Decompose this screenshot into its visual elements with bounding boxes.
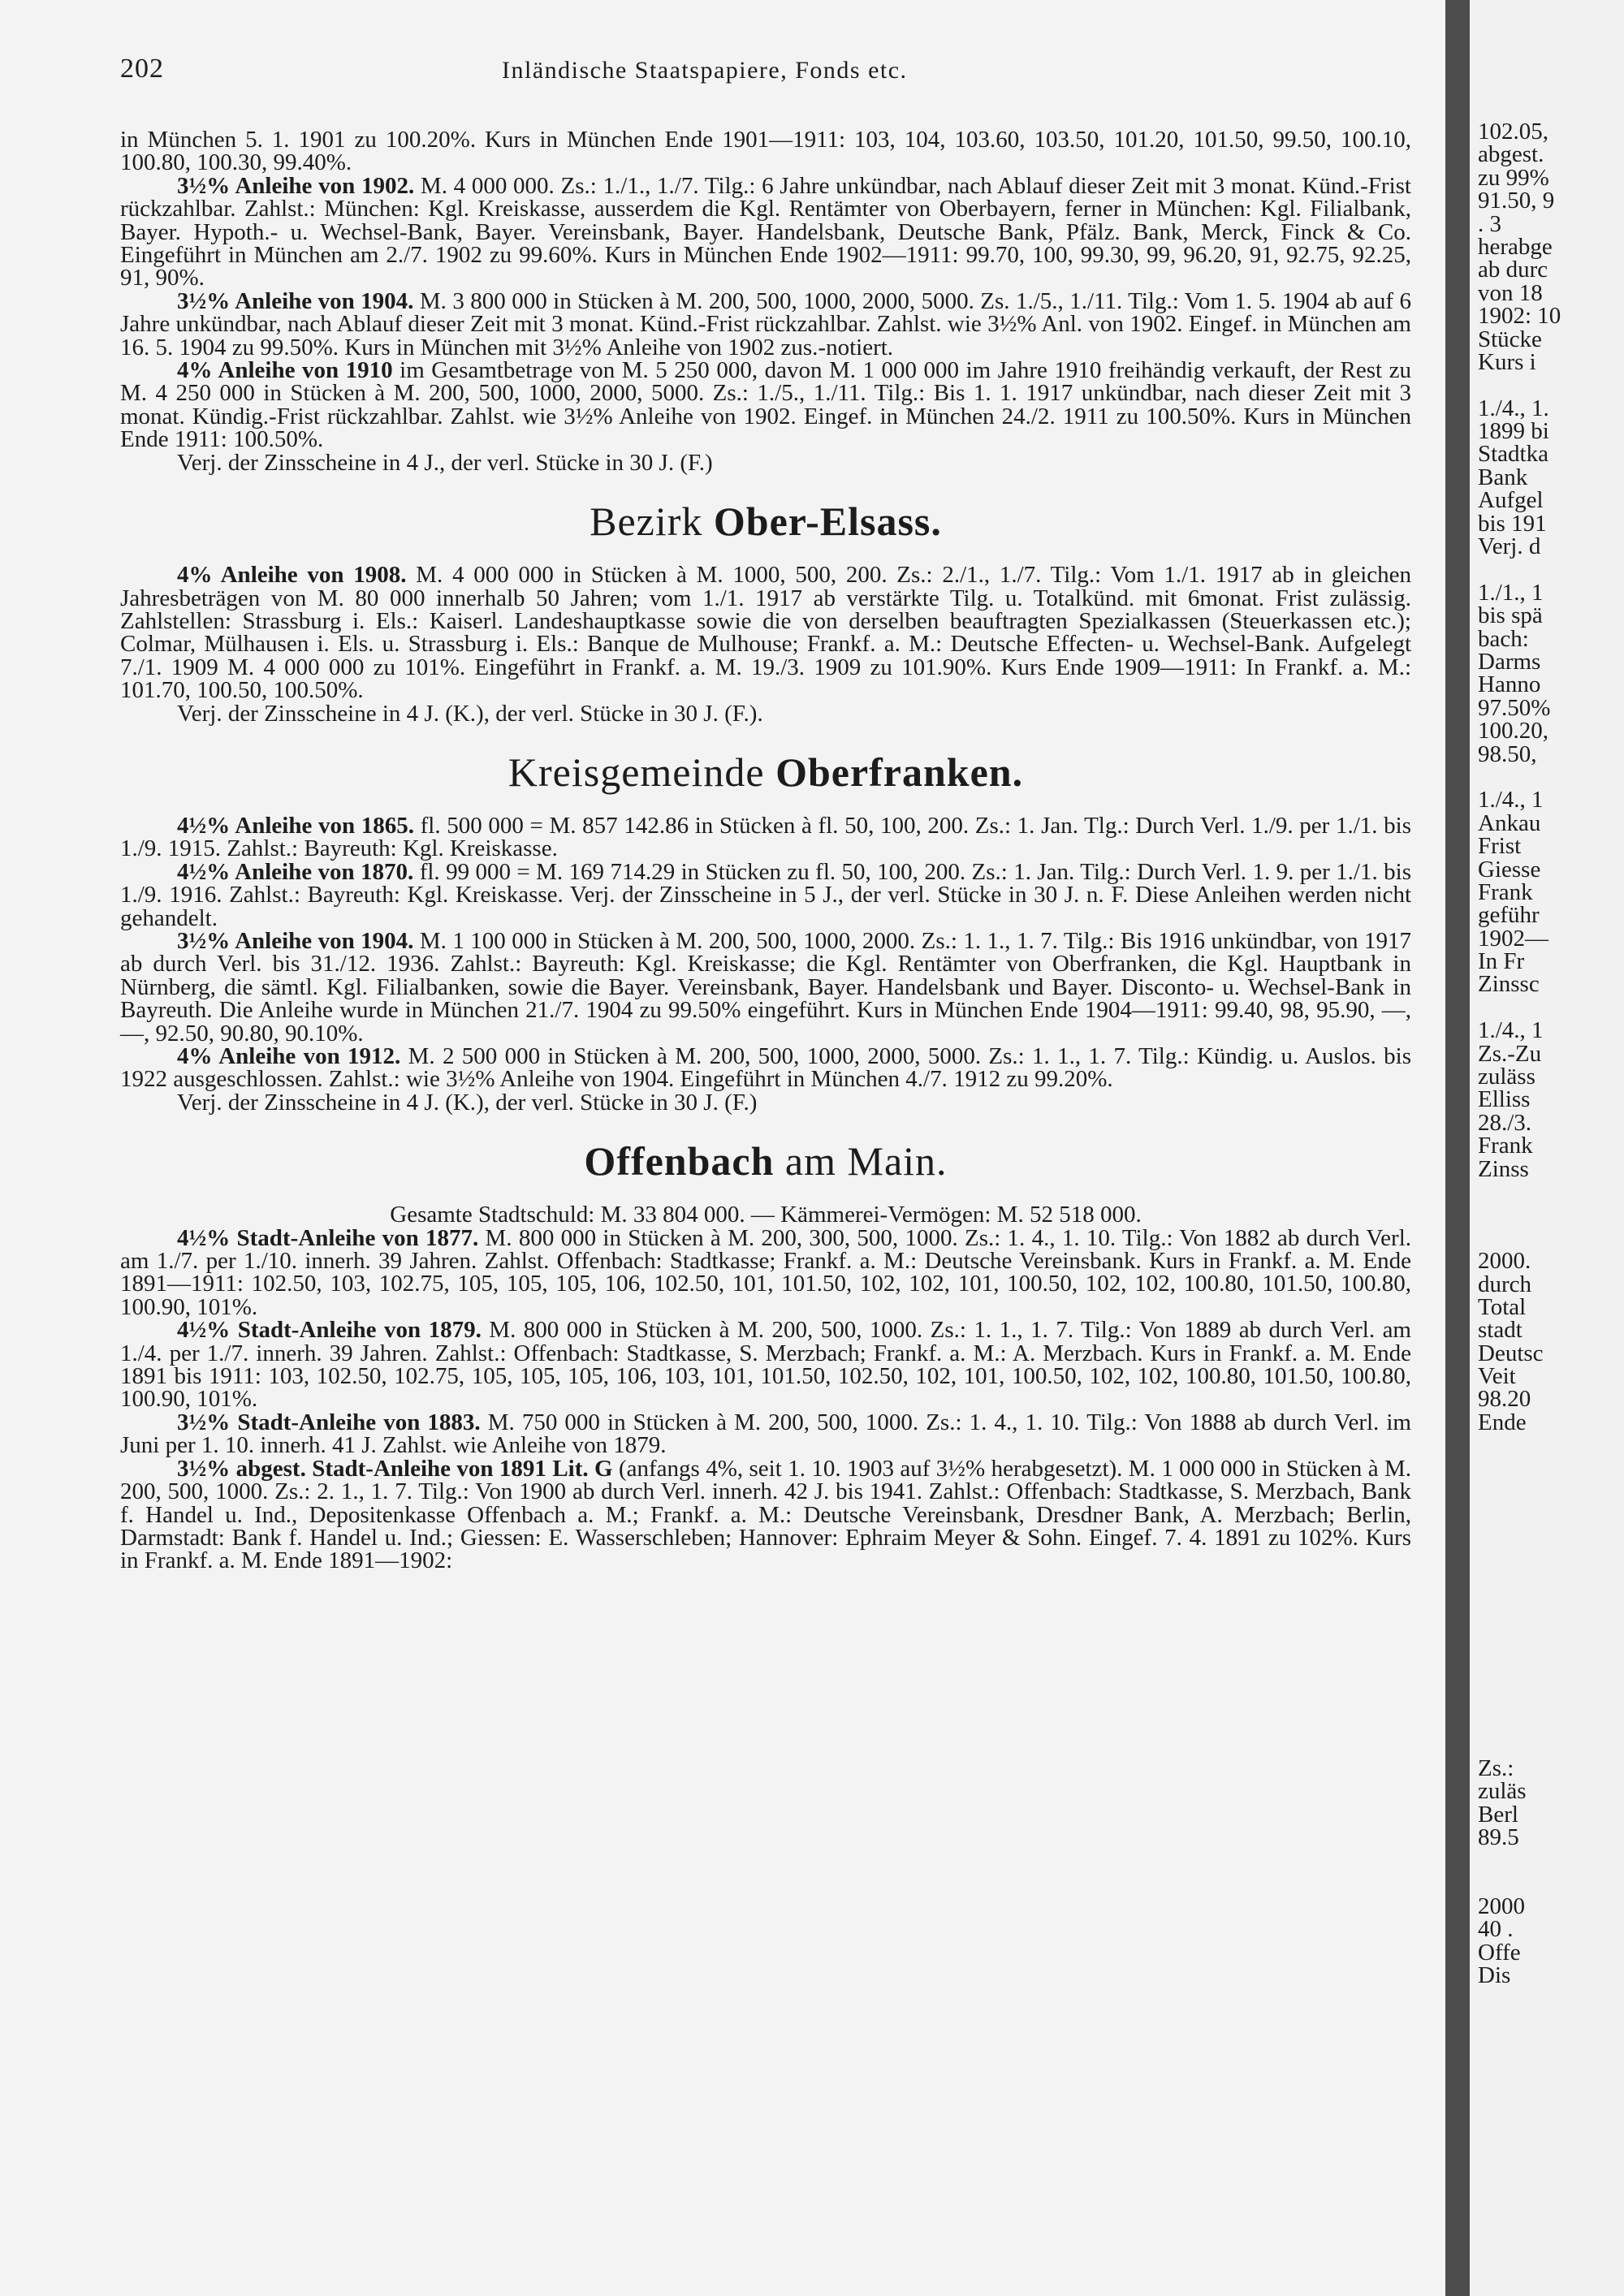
paragraph-text: M. 3 800 000 in Stücken à M. 200, 500, 1000, 2000, 5000. Zs. 1./5., 1./11. Tilg.: Vom 1. 5. 1904 ab auf 6 Jahre unkündbar, nach Ablauf dieser Zeit mit 3 monat. Künd.-Frist rückzahlbar. Zahlst. wie 3½% Anl. von 1902. Eingef. in München am 16. 5. 1904 zu 99.50%. Kurs in München mit 3½% Anleihe von 1902 zus.-notiert. (120, 287, 1411, 360)
paragraph-text: in München 5. 1. 1901 zu 100.20%. Kurs in München Ende 1901—1911: 103, 104, 103.60, 103.50, 101.20, 101.50, 99.50, 100.10, 100.80, 100.30, 99.40%. (120, 127, 1411, 176)
paragraph (120, 172, 1411, 291)
right-page-line: 98.20 (1478, 1386, 1531, 1413)
right-page-line (1478, 1642, 1624, 1664)
right-page-line: Zs.-Zu (1478, 1040, 1542, 1067)
right-page-line: Stadtka (1478, 441, 1548, 468)
right-page-line (1478, 766, 1624, 788)
right-page-line: Hanno (1478, 671, 1541, 698)
heading-part: Oberfranken. (775, 749, 1024, 795)
debt-summary: Gesamte Stadtschuld: M. 33 804 000. — Kämmerei-Vermögen: M. 52 518 000. (390, 1202, 1142, 1228)
right-page-line: Frank (1478, 878, 1533, 905)
right-page-line: Offe (1478, 1939, 1521, 1966)
right-page-line: von 18 (1478, 279, 1543, 306)
paragraph (120, 927, 1411, 1047)
right-page-line: Stücke (1478, 326, 1542, 352)
bond-title: 4% Anleihe von 1910 (177, 357, 393, 384)
paragraph (120, 1224, 1411, 1320)
right-page-line: Ende (1478, 1409, 1527, 1435)
right-page-line: Darms (1478, 648, 1541, 675)
right-page-line: 40 . (1478, 1916, 1514, 1943)
right-page-line: Frank (1478, 1133, 1533, 1159)
paragraph-text: fl. 500 000 = M. 857 142.86 in Stücken à fl. 50, 100, 200. Zs.: 1. Jan. Tlg.: Durch Verl. 1./9. per 1./1. bis 1./9. 1915. Zahlst.: Bayreuth: Kgl. Kreiskasse. (120, 812, 1411, 862)
right-page-line: 28./3. (1478, 1109, 1532, 1136)
heading-part: Offenbach (584, 1138, 775, 1185)
page-number: 202 (120, 54, 164, 84)
right-page-line (1478, 1664, 1624, 1687)
paragraph (120, 814, 1411, 861)
right-page-line: 1./4., 1 (1478, 787, 1544, 814)
bond-title: 4½% Stadt-Anleihe von 1877. (177, 1224, 479, 1251)
right-page-line: 98.50, (1478, 740, 1537, 767)
section-heading-oberfranken (120, 748, 1411, 796)
paragraph (120, 128, 1411, 175)
right-page-line: Verj. d (1478, 533, 1541, 560)
right-page-line: bis 191 (1478, 510, 1547, 537)
bond-title: 4½% Anleihe von 1870. (177, 858, 414, 885)
right-page-line: Giesse (1478, 856, 1541, 883)
paragraph (120, 858, 1411, 931)
right-page-line (1478, 1503, 1624, 1526)
right-page-line: 1./4., 1 (1478, 1017, 1544, 1044)
right-page-line: Bank (1478, 464, 1528, 490)
paragraph-text: M. 800 000 in Stücken à M. 200, 300, 500, 1000. Zs.: 1. 4., 1. 10. Tilg.: Von 1882 ab durch Verl. am 1./7. per 1./10. innerh. 39 Jahren. Zahlst. Offenbach: Stadtkasse; Frankf. a. M.: Deutsche Vereinsbank. Kurs in Frankf. a. M. Ende 1891—1911: 102.50, 103, 102.75, 105, 105, 105, 106, 102.50, 101, 101.50, 102, 102, 101, 100.50, 102, 102, 100.80, 101.50, 100.80, 100.90, 101%. (120, 1224, 1411, 1320)
right-page-line (1478, 1618, 1624, 1641)
right-page-line (1478, 1203, 1624, 1226)
right-page-line (1478, 1526, 1624, 1549)
right-page-line: Elliss (1478, 1086, 1531, 1113)
paragraph (120, 1457, 1411, 1573)
bond-title: 4½% Stadt-Anleihe von 1879. (177, 1317, 482, 1344)
right-page-line: Zs.: (1478, 1754, 1514, 1781)
right-page-line: Zinssc (1478, 971, 1540, 998)
right-page-line (1478, 1180, 1624, 1203)
right-page-line: geführ (1478, 902, 1540, 929)
right-page-line: In Fr (1478, 948, 1525, 975)
right-page-line (1478, 996, 1624, 1019)
running-title: Inländische Staatspapiere, Fonds etc. (502, 57, 908, 84)
heading-part: Ober-Elsass. (713, 498, 942, 545)
right-page-line (1478, 1595, 1624, 1618)
right-page-line: Veit (1478, 1363, 1516, 1390)
right-page-line (1478, 1573, 1624, 1595)
right-page-line: 97.50% (1478, 694, 1551, 721)
right-page-line: . 3 (1478, 210, 1501, 237)
page-body (120, 128, 1411, 1573)
right-page-line: bis spä (1478, 602, 1543, 629)
right-page-line: 1902— (1478, 925, 1548, 952)
paragraph (120, 359, 1411, 451)
bond-title: 3½% abgest. Stadt-Anleihe von 1891 Lit. G (177, 1455, 613, 1482)
paragraph-text: M. 2 500 000 in Stücken à M. 200, 500, 1000, 2000, 5000. Zs.: 1. 1., 1. 7. Tilg.: Kündig. u. Auslos. bis 1922 ausgeschlossen. Zahlst.: wie 3½% Anleihe von 1904. Eingeführt in München 4./7. 1912 zu 99.20%. (120, 1043, 1411, 1093)
right-page-line: zu 99% (1478, 164, 1549, 191)
heading-part: am Main. (774, 1138, 948, 1185)
right-page-line: Dis (1478, 1962, 1511, 1989)
verj-note: Verj. der Zinsscheine in 4 J., der verl. Stücke in 30 J. (F.) (177, 449, 713, 476)
paragraph-text: M. 800 000 in Stücken à M. 200, 500, 1000. Zs.: 1. 1., 1. 7. Tilg.: Von 1889 ab durch Verl. am 1./4. per 1./7. innerh. 39 Jahren. Zahlst.: Offenbach: Stadtkasse, S. Merzbach; Frankf. a. M.: A. Merzbach. Kurs in Frankf. a. M. Ende 1891 bis 1911: 103, 102.50, 102.75, 105, 105, 105, 106, 103, 101, 101.50, 102.50, 102, 101, 100.50, 102, 102, 100.80, 101.50, 100.80, 100.90, 101%. (120, 1317, 1411, 1413)
paragraph-text: M. 4 000 000 in Stücken à M. 1000, 500, 200. Zs.: 2./1., 1./7. Tilg.: Vom 1./1. 1917 ab in gleichen Jahresbeträgen von M. 80 000 innerhalb 50 Jahren; vom 1./1. 1917 ab verstärkte Tilg. u. Totalkünd. mit 6monat. Frist zulässig. Zahlstellen: Strassburg i. Els.: Kaiserl. Landeshauptkasse sowie die von derselben beauftragten Spezialkassen (Steuerkassen etc.); Colmar, Mülhausen i. Els. u. Strassburg i. Els.: Banque de Mulhouse; Frankf. a. M.: Deutsche Effecten- u. Wechsel-Bank. Aufgelegt 7./1. 1909 M. 4 000 000 zu 101%. Eingeführt in Frankf. a. M. 19./3. 1909 zu 101.90%. Kurs Ende 1909—1911: In Frankf. a. M.: 101.70, 100.50, 100.50%. (120, 562, 1411, 704)
right-page-line: Aufgel (1478, 487, 1544, 514)
paragraph (120, 1411, 1411, 1457)
right-page-line: durch (1478, 1271, 1532, 1297)
right-page-line: Kurs i (1478, 348, 1536, 375)
bond-title: 3½% Stadt-Anleihe von 1883. (177, 1409, 481, 1435)
paragraph-text: (anfangs 4%, seit 1. 10. 1903 auf 3½% herabgesetzt). M. 1 000 000 in Stücken à M. 200, 500, 1000. Zs.: 2. 1., 1. 7. Tilg.: Von 1900 ab durch Verl. innerh. 42 J. bis 1941. Zahlst.: Offenbach: Stadtkasse, S. Merzbach, Bank f. Handel u. Ind., Depositenkasse Offenbach a. M.; Frankf. a. M.: Deutsche Vereinsbank, Dresdner Bank, A. Merzbach; Berlin, Darmstadt: Bank f. Handel u. Ind.; Giessen: E. Wasserschleben; Hannover: Ephraim Meyer & Sohn. Eingef. 7. 4. 1891 zu 102%. Kurs in Frankf. a. M. Ende 1891—1902: (120, 1455, 1411, 1574)
right-page-line: 1./4., 1. (1478, 395, 1549, 421)
right-page-line: 89.5 (1478, 1823, 1519, 1850)
right-page-line: Deutsc (1478, 1340, 1544, 1366)
right-page-fragment (1470, 0, 1624, 2296)
right-page-line (1478, 1733, 1624, 1756)
right-page-line: zuläs (1478, 1778, 1527, 1805)
right-page-line (1478, 1849, 1624, 1871)
paragraph (120, 1318, 1411, 1411)
right-page-line: 1902: 10 (1478, 303, 1561, 330)
right-page-text (1478, 120, 1624, 1987)
right-page-line: 91.50, 9 (1478, 188, 1555, 214)
bond-title: 3½% Anleihe von 1904. (177, 287, 414, 314)
paragraph-text: fl. 99 000 = M. 169 714.29 in Stücken zu fl. 50, 100, 200. Zs.: 1. Jan. Tilg.: Durch Verl. 1. 9. per 1./1. bis 1./9. 1916. Zahlst.: Bayreuth: Kgl. Kreiskasse. Verj. der Zinsscheine in 5 J., der verl. Stücke in 30 J. n. F. Diese Anleihen werden nicht gehandelt. (120, 858, 1411, 931)
paragraph-text: M. 4 000 000. Zs.: 1./1., 1./7. Tilg.: 6 Jahre unkündbar, nach Ablauf dieser Zeit mit 3 monat. Künd.-Frist rückzahlbar. Zahlst.: München: Kgl. Kreiskasse, ausserdem die Kgl. Rentämter von Oberbayern, ferner in München: Kgl. Filialbank, Bayer. Hypoth.- u. Wechsel-Bank, Bayer. Vereinsbank, Bayer. Handelsbank, Deutsche Bank, Pfälz. Bank, Merck, Finck & Co. Eingeführt in München am 2./7. 1902 zu 99.60%. Kurs in München Ende 1902—1911: 99.70, 100, 99.30, 99, 96.20, 91, 92.75, 92.25, 91, 90%. (120, 172, 1411, 291)
right-page-line: Frist (1478, 833, 1522, 860)
paragraph (120, 1045, 1411, 1091)
paragraph-text: M. 750 000 in Stücken à M. 200, 500, 1000. Zs.: 1. 4., 1. 10. Tilg.: Von 1888 ab durch Verl. im Juni per 1. 10. innerh. 41 J. Zahlst. wie Anleihe von 1879. (120, 1409, 1411, 1459)
bond-title: 3½% Anleihe von 1902. (177, 172, 415, 199)
right-page-line: abgest. (1478, 141, 1544, 168)
bond-title: 3½% Anleihe von 1904. (177, 927, 414, 954)
verj-note: Verj. der Zinsscheine in 4 J. (K.), der verl. Stücke in 30 J. (F.). (177, 700, 763, 727)
heading-part: Bezirk (590, 498, 714, 545)
bond-title: 4½% Anleihe von 1865. (177, 812, 414, 839)
right-page-line: ab durc (1478, 257, 1548, 283)
right-page-line: Ankau (1478, 809, 1541, 836)
section-heading-offenbach (120, 1137, 1411, 1185)
verj-note: Verj. der Zinsscheine in 4 J. (K.), der verl. Stücke in 30 J. (F.) (177, 1089, 758, 1116)
right-page-line (1478, 1711, 1624, 1733)
paragraph-text: M. 1 100 000 in Stücken à M. 200, 500, 1000, 2000. Zs.: 1. 1., 1. 7. Tilg.: Bis 1916 unkündbar, von 1917 ab durch Verl. bis 31./12. 1936. Zahlst.: Bayreuth: Kgl. Kreiskasse; die Kgl. Rentämter von Oberfranken, die Kgl. Hauptbank in Nürnberg, die sämtl. Kgl. Filialbanken, sowie die Bayer. Vereinsbank, Bayer. Handelsbank und Bayer. Disconto- u. Wechsel-Bank in Bayreuth. Die Anleihe wurde in München 21./7. 1904 zu 99.50% eingeführt. Kurs in München Ende 1904—1911: 99.40, 98, 95.90, —, —, 92.50, 90.80, 90.10%. (120, 927, 1411, 1047)
paragraph (120, 562, 1411, 704)
right-page-line: 2000. (1478, 1248, 1531, 1275)
right-page-line (1478, 1872, 1624, 1895)
right-page-line (1478, 558, 1624, 580)
right-page-line: 102.05, (1478, 119, 1548, 145)
right-page-line: zuläss (1478, 1064, 1535, 1090)
book-gutter (1445, 0, 1470, 2296)
right-page-line (1478, 1549, 1624, 1572)
right-page-line: stadt (1478, 1317, 1522, 1344)
right-page-line: 100.20, (1478, 718, 1548, 744)
bond-title: 4% Anleihe von 1908. (177, 562, 407, 589)
right-page-line: 2000 (1478, 1893, 1525, 1920)
right-page-line: Total (1478, 1293, 1527, 1320)
paragraph-text: im Gesamtbetrage von M. 5 250 000, davon M. 1 000 000 im Jahre 1910 freihändig verkauft, der Rest zu M. 4 250 000 in Stücken à M. 200, 500, 1000, 2000, 5000. Zs.: 1./5., 1./11. Tilg.: Bis 1. 1. 1917 unkündbar, nach dieser Zeit mit 3 monat. Kündig.-Frist rückzahlbar. Zahlst. wie 3½% Anleihe von 1902. Eingef. in München 24./2. 1911 zu 100.50%. Kurs in München Ende 1911: 100.50%. (120, 357, 1411, 453)
right-page-line (1478, 1457, 1624, 1480)
right-page-line (1478, 1480, 1624, 1503)
right-page-line (1478, 1688, 1624, 1711)
right-page-line (1478, 1434, 1624, 1457)
right-page-line (1478, 373, 1624, 396)
right-page-line: Berl (1478, 1801, 1518, 1828)
heading-part: Kreisgemeinde (508, 749, 776, 795)
right-page-line (1478, 1227, 1624, 1249)
right-page-line: herabge (1478, 233, 1553, 260)
right-page-line: Zinss (1478, 1155, 1529, 1182)
right-page-line: 1./1., 1 (1478, 579, 1544, 606)
page-header (120, 54, 1411, 94)
right-page-line: 1899 bi (1478, 418, 1549, 445)
paragraph (120, 287, 1411, 360)
bond-title: 4% Anleihe von 1912. (177, 1043, 401, 1069)
right-page-line: bach: (1478, 625, 1529, 652)
section-heading-ober-elsass (120, 497, 1411, 546)
